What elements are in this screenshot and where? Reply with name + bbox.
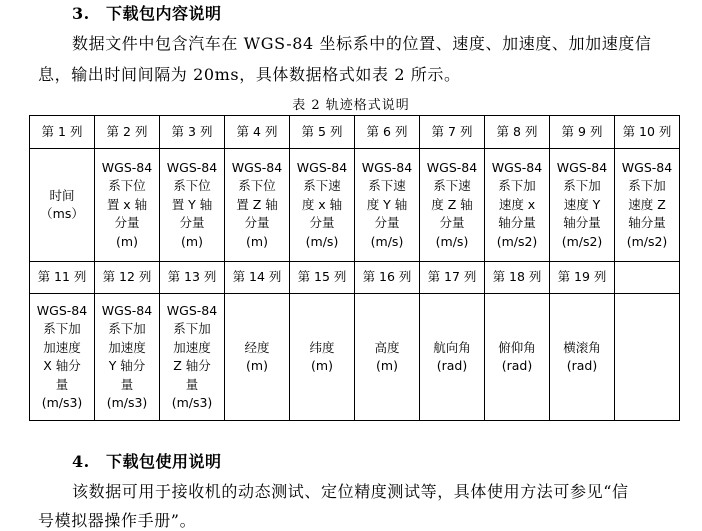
section-4-heading xyxy=(72,449,222,472)
section-4-paragraph-line-2: 号模拟器操作手册”。 xyxy=(38,511,197,530)
table-cell: WGS-84 系下位 置 Y 轴 分量 (m) xyxy=(160,149,225,262)
table-cell: 时间 （ms） xyxy=(30,149,95,262)
section-4-number: 4. xyxy=(72,452,90,471)
table-cell: 航向角 (rad) xyxy=(420,294,485,421)
table-cell: WGS-84 系下加 加速度 Z 轴分 量 (m/s3) xyxy=(160,294,225,421)
column-header: 第 19 列 xyxy=(550,262,615,294)
column-header: 第 14 列 xyxy=(225,262,290,294)
table-cell: 高度 (m) xyxy=(355,294,420,421)
column-header: 第 7 列 xyxy=(420,116,485,149)
column-header: 第 5 列 xyxy=(290,116,355,149)
section-3-number: 3. xyxy=(72,4,90,23)
table-cell: WGS-84 系下速 度 Y 轴 分量 (m/s) xyxy=(355,149,420,262)
table-cell: WGS-84 系下加 加速度 X 轴分 量 (m/s3) xyxy=(30,294,95,421)
column-header: 第 4 列 xyxy=(225,116,290,149)
table-row xyxy=(30,116,680,149)
section-4-title: 下载包使用说明 xyxy=(106,452,222,471)
column-header: 第 18 列 xyxy=(485,262,550,294)
table-caption: 表 2 轨迹格式说明 xyxy=(292,98,410,113)
trajectory-format-table xyxy=(29,115,680,421)
column-header: 第 12 列 xyxy=(95,262,160,294)
table-row xyxy=(30,149,680,262)
table-cell: WGS-84 系下位 置 Z 轴 分量 (m) xyxy=(225,149,290,262)
column-header: 第 3 列 xyxy=(160,116,225,149)
table-cell: WGS-84 系下加 速度 Y 轴分量 (m/s2) xyxy=(550,149,615,262)
column-header: 第 11 列 xyxy=(30,262,95,294)
column-header: 第 8 列 xyxy=(485,116,550,149)
section-3-paragraph-line-2: 息，输出时间间隔为 20ms，具体数据格式如表 2 所示。 xyxy=(38,65,461,84)
table-cell: 经度 (m) xyxy=(225,294,290,421)
column-header: 第 9 列 xyxy=(550,116,615,149)
table-cell: WGS-84 系下位 置 x 轴 分量 (m) xyxy=(95,149,160,262)
column-header: 第 10 列 xyxy=(615,116,680,149)
table-cell: 俯仰角 (rad) xyxy=(485,294,550,421)
column-header: 第 16 列 xyxy=(355,262,420,294)
column-header: 第 17 列 xyxy=(420,262,485,294)
table-row xyxy=(30,294,680,421)
table-cell: 纬度 (m) xyxy=(290,294,355,421)
table-cell: WGS-84 系下加 加速度 Y 轴分 量 (m/s3) xyxy=(95,294,160,421)
table-cell: WGS-84 系下加 速度 x 轴分量 (m/s2) xyxy=(485,149,550,262)
section-3-heading xyxy=(72,1,222,24)
column-header: 第 2 列 xyxy=(95,116,160,149)
section-3-title: 下载包内容说明 xyxy=(106,4,222,23)
column-header: 第 13 列 xyxy=(160,262,225,294)
column-header: 第 6 列 xyxy=(355,116,420,149)
empty-cell xyxy=(615,262,680,294)
empty-cell xyxy=(615,294,680,421)
column-header: 第 15 列 xyxy=(290,262,355,294)
section-4-paragraph-line-1: 该数据可用于接收机的动态测试、定位精度测试等，具体使用方法可参见“信 xyxy=(72,482,629,501)
table-cell: WGS-84 系下速 度 Z 轴 分量 (m/s) xyxy=(420,149,485,262)
section-3-paragraph-line-1: 数据文件中包含汽车在 WGS-84 坐标系中的位置、速度、加速度、加加速度信 xyxy=(72,34,652,53)
table-cell: 横滚角 (rad) xyxy=(550,294,615,421)
table-cell: WGS-84 系下速 度 x 轴 分量 (m/s) xyxy=(290,149,355,262)
column-header: 第 1 列 xyxy=(30,116,95,149)
table-row xyxy=(30,262,680,294)
table-cell: WGS-84 系下加 速度 Z 轴分量 (m/s2) xyxy=(615,149,680,262)
